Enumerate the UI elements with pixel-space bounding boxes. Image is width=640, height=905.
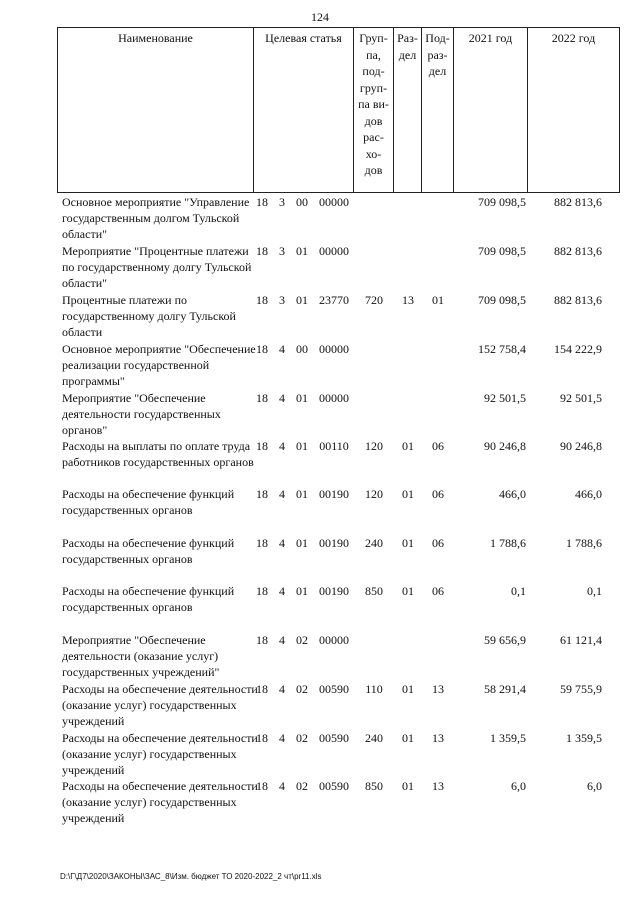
code-part-1: 18 [256, 731, 268, 745]
row-name: Расходы на обеспечение деятельности (оказание услуг) государственных учреждений [62, 682, 258, 728]
row-name: Мероприятие "Процентные платежи по государственному долгу Тульской области" [62, 244, 252, 290]
code-part-4: 00590 [319, 682, 349, 696]
code-part-4: 00000 [319, 342, 349, 356]
code-part-2: 4 [279, 682, 285, 696]
amount-2022: 92 501,5 [560, 391, 602, 405]
amount-2022: 466,0 [575, 487, 602, 501]
code-part-2: 4 [279, 536, 285, 550]
expense-group: 240 [365, 536, 383, 550]
code-part-1: 18 [256, 682, 268, 696]
section-code: 01 [402, 682, 414, 696]
code-part-1: 18 [256, 244, 268, 258]
amount-2022: 59 755,9 [560, 682, 602, 696]
subsection-code: 13 [432, 682, 444, 696]
amount-2021: 92 501,5 [484, 391, 526, 405]
code-part-3: 01 [296, 293, 308, 307]
amount-2022: 882 813,6 [554, 195, 602, 209]
amount-2021: 1 359,5 [490, 731, 526, 745]
code-part-1: 18 [256, 487, 268, 501]
code-part-2: 4 [279, 487, 285, 501]
expense-group: 120 [365, 439, 383, 453]
row-name: Мероприятие "Обеспечение деятельности государственных органов" [62, 391, 221, 437]
subsection-code: 06 [432, 439, 444, 453]
code-part-3: 00 [296, 195, 308, 209]
amount-2022: 882 813,6 [554, 244, 602, 258]
code-part-4: 00190 [319, 536, 349, 550]
code-part-2: 4 [279, 342, 285, 356]
subsection-code: 06 [432, 584, 444, 598]
file-path-footer: D:\Г\Д7\2020\ЗАКОНЫ\ЗАС_8\Изм. бюджет ТО 2020-2022_2 чт\pr11.xls [60, 872, 322, 881]
code-part-3: 02 [296, 633, 308, 647]
code-part-2: 4 [279, 779, 285, 793]
amount-2021: 58 291,4 [484, 682, 526, 696]
code-part-3: 02 [296, 731, 308, 745]
row-name: Расходы на обеспечение деятельности (оказание услуг) государственных учреждений [62, 779, 258, 825]
header-2022: 2022 год [527, 27, 620, 193]
amount-2021: 59 656,9 [484, 633, 526, 647]
row-name: Расходы на обеспечение деятельности (оказание услуг) государственных учреждений [62, 731, 258, 777]
code-part-1: 18 [256, 633, 268, 647]
code-part-2: 3 [279, 195, 285, 209]
code-part-4: 00190 [319, 487, 349, 501]
code-part-4: 00590 [319, 731, 349, 745]
code-part-1: 18 [256, 779, 268, 793]
code-part-4: 00110 [319, 439, 349, 453]
amount-2021: 152 758,4 [478, 342, 526, 356]
row-name: Расходы на выплаты по оплате труда работников государственных органов [62, 439, 254, 469]
section-code: 01 [402, 487, 414, 501]
amount-2022: 61 121,4 [560, 633, 602, 647]
expense-group: 240 [365, 731, 383, 745]
code-part-4: 23770 [319, 293, 349, 307]
header-2021: 2021 год [453, 27, 527, 193]
header-group: Груп- па, под- груп- па ви- дов рас- хо- дов [353, 27, 393, 193]
section-code: 01 [402, 536, 414, 550]
code-part-2: 3 [279, 293, 285, 307]
code-part-4: 00190 [319, 584, 349, 598]
amount-2021: 90 246,8 [484, 439, 526, 453]
row-name: Основное мероприятие "Обеспечение реализации государственной программы" [62, 342, 256, 388]
amount-2022: 6,0 [587, 779, 602, 793]
code-part-4: 00590 [319, 779, 349, 793]
header-name: Наименование [57, 27, 253, 193]
code-part-1: 18 [256, 195, 268, 209]
row-name: Расходы на обеспечение функций государственных органов [62, 487, 235, 517]
code-part-1: 18 [256, 536, 268, 550]
code-part-1: 18 [256, 391, 268, 405]
header-subsection: Под- раз- дел [421, 27, 453, 193]
code-part-3: 02 [296, 779, 308, 793]
amount-2022: 154 222,9 [554, 342, 602, 356]
code-part-4: 00000 [319, 195, 349, 209]
amount-2022: 1 359,5 [566, 731, 602, 745]
expense-group: 720 [365, 293, 383, 307]
subsection-code: 06 [432, 536, 444, 550]
section-code: 13 [402, 293, 414, 307]
section-code: 01 [402, 584, 414, 598]
amount-2021: 709 098,5 [478, 244, 526, 258]
code-part-2: 4 [279, 439, 285, 453]
subsection-code: 06 [432, 487, 444, 501]
code-part-1: 18 [256, 439, 268, 453]
code-part-4: 00000 [319, 391, 349, 405]
code-part-2: 4 [279, 633, 285, 647]
expense-group: 850 [365, 584, 383, 598]
subsection-code: 13 [432, 731, 444, 745]
page-number: 124 [311, 10, 329, 24]
row-name: Расходы на обеспечение функций государственных органов [62, 536, 235, 566]
section-code: 01 [402, 779, 414, 793]
amount-2021: 466,0 [499, 487, 526, 501]
row-name: Процентные платежи по государственному долгу Тульской области [62, 293, 236, 339]
header-target: Целевая статья [253, 27, 353, 193]
code-part-3: 01 [296, 536, 308, 550]
row-name: Расходы на обеспечение функций государственных органов [62, 584, 235, 614]
amount-2021: 709 098,5 [478, 195, 526, 209]
amount-2021: 6,0 [511, 779, 526, 793]
subsection-code: 01 [432, 293, 444, 307]
code-part-2: 3 [279, 244, 285, 258]
amount-2022: 0,1 [587, 584, 602, 598]
amount-2022: 882 813,6 [554, 293, 602, 307]
code-part-3: 01 [296, 391, 308, 405]
header-section: Раз- дел [393, 27, 421, 193]
code-part-1: 18 [256, 293, 268, 307]
code-part-4: 00000 [319, 244, 349, 258]
expense-group: 850 [365, 779, 383, 793]
table-header [57, 27, 620, 193]
code-part-2: 4 [279, 391, 285, 405]
subsection-code: 13 [432, 779, 444, 793]
section-code: 01 [402, 731, 414, 745]
code-part-2: 4 [279, 584, 285, 598]
expense-group: 110 [365, 682, 383, 696]
section-code: 01 [402, 439, 414, 453]
code-part-4: 00000 [319, 633, 349, 647]
code-part-3: 02 [296, 682, 308, 696]
code-part-3: 00 [296, 342, 308, 356]
amount-2021: 709 098,5 [478, 293, 526, 307]
code-part-3: 01 [296, 244, 308, 258]
code-part-3: 01 [296, 439, 308, 453]
code-part-2: 4 [279, 731, 285, 745]
amount-2021: 1 788,6 [490, 536, 526, 550]
row-name: Мероприятие "Обеспечение деятельности (оказание услуг) государственных учреждений" [62, 633, 220, 679]
code-part-3: 01 [296, 487, 308, 501]
amount-2022: 1 788,6 [566, 536, 602, 550]
code-part-1: 18 [256, 342, 268, 356]
amount-2021: 0,1 [511, 584, 526, 598]
code-part-1: 18 [256, 584, 268, 598]
row-name: Основное мероприятие "Управление государственным долгом Тульской области" [62, 195, 250, 241]
expense-group: 120 [365, 487, 383, 501]
amount-2022: 90 246,8 [560, 439, 602, 453]
code-part-3: 01 [296, 584, 308, 598]
